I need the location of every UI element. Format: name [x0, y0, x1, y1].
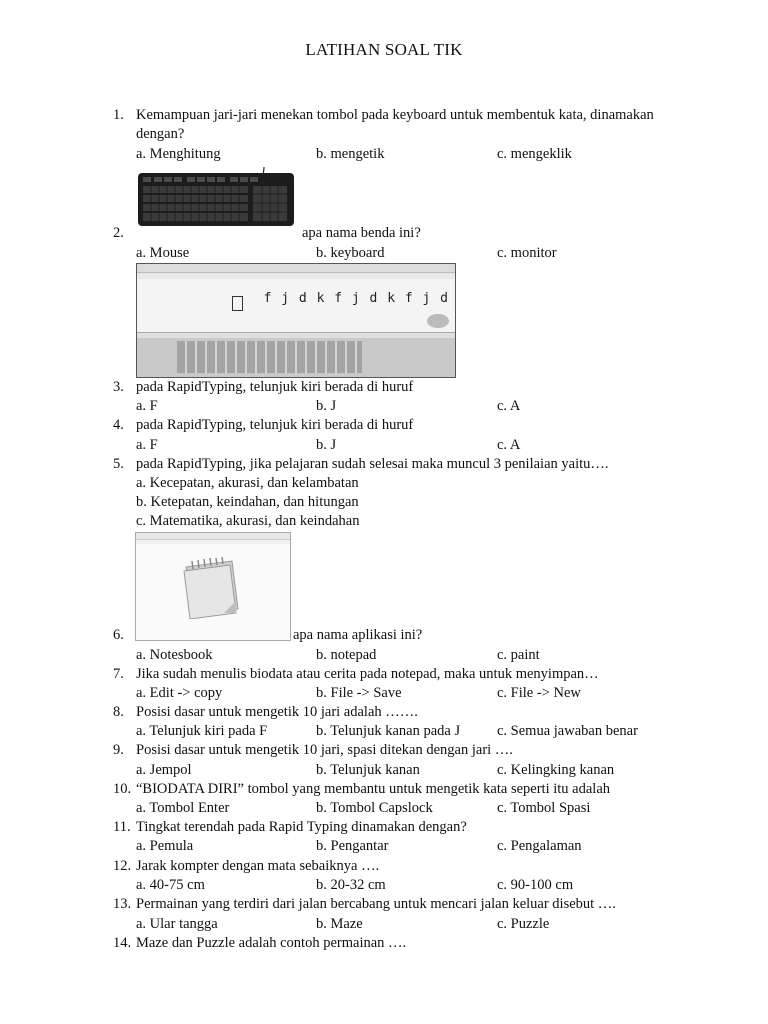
question-9-option-c: c. Kelingking kanan	[497, 762, 615, 778]
question-6-text: apa nama aplikasi ini?	[293, 627, 423, 643]
rapidtyping-decoration	[427, 314, 449, 328]
question-5-number: 5.	[113, 456, 124, 472]
question-3-option-b: b. J	[316, 398, 337, 414]
question-4-text: pada RapidTyping, telunjuk kiri berada di huruf	[136, 417, 414, 433]
keyboard-image	[137, 167, 295, 227]
rapidtyping-screenshot	[136, 263, 456, 378]
question-4-option-c: c. A	[497, 437, 521, 453]
question-5-option-c: c. Matematika, akurasi, dan keindahan	[136, 513, 360, 529]
question-9-option-a: a. Jempol	[136, 762, 192, 778]
question-11-option-b: b. Pengantar	[316, 838, 389, 854]
question-10-option-a: a. Tombol Enter	[136, 800, 230, 816]
question-7-option-b: b. File -> Save	[316, 685, 402, 701]
question-3-option-c: c. A	[497, 398, 521, 414]
question-13-text: Permainan yang terdiri dari jalan bercabang untuk mencari jalan keluar disebut ….	[136, 896, 616, 912]
question-1-option-c: c. mengeklik	[497, 146, 572, 162]
question-11-number: 11.	[113, 819, 131, 835]
question-5-option-a: a. Kecepatan, akurasi, dan kelambatan	[136, 475, 359, 491]
question-10-option-c: c. Tombol Spasi	[497, 800, 591, 816]
question-1-number: 1.	[113, 107, 124, 123]
question-3-number: 3.	[113, 379, 124, 395]
rapidtyping-keyboard-area	[137, 338, 455, 377]
question-3-option-a: a. F	[136, 398, 158, 414]
question-7-number: 7.	[113, 666, 124, 682]
question-1-option-b: b. mengetik	[316, 146, 385, 162]
question-13-option-b: b. Maze	[316, 916, 363, 932]
question-5-option-b: b. Ketepatan, keindahan, dan hitungan	[136, 494, 359, 510]
question-8-option-c: c. Semua jawaban benar	[497, 723, 638, 739]
notepad-icon	[178, 557, 244, 619]
rapidtyping-titlebar	[137, 264, 455, 273]
rapidtyping-letters: f j d k f j d k f j d	[263, 291, 449, 306]
question-10-text: “BIODATA DIRI” tombol yang membantu untuk mengetik kata seperti itu adalah	[136, 781, 611, 797]
question-8-option-b: b. Telunjuk kanan pada J	[316, 723, 461, 739]
question-8-text: Posisi dasar untuk mengetik 10 jari adalah …….	[136, 704, 418, 720]
question-4-number: 4.	[113, 417, 124, 433]
question-2-option-c: c. monitor	[497, 245, 557, 261]
question-9-option-b: b. Telunjuk kanan	[316, 762, 420, 778]
question-2-number: 2.	[113, 225, 124, 241]
rapidtyping-virtual-keyboard	[177, 341, 362, 373]
question-7-text: Jika sudah menulis biodata atau cerita pada notepad, maka untuk menyimpan…	[136, 666, 599, 682]
question-6-option-a: a. Notesbook	[136, 647, 213, 663]
question-11-text: Tingkat terendah pada Rapid Typing dinamakan dengan?	[136, 819, 467, 835]
question-12-option-a: a. 40-75 cm	[136, 877, 205, 893]
question-6-number: 6.	[113, 627, 124, 643]
question-14-text: Maze dan Puzzle adalah contoh permainan ….	[136, 935, 407, 951]
question-2-option-a: a. Mouse	[136, 245, 190, 261]
question-8-number: 8.	[113, 704, 124, 720]
question-1-text-cont: dengan?	[136, 126, 185, 142]
question-14-number: 14.	[113, 935, 132, 951]
question-1-option-a: a. Menghitung	[136, 146, 221, 162]
question-6-option-b: b. notepad	[316, 647, 377, 663]
question-8-option-a: a. Telunjuk kiri pada F	[136, 723, 268, 739]
question-11-option-a: a. Pemula	[136, 838, 194, 854]
question-12-option-b: b. 20-32 cm	[316, 877, 386, 893]
rapidtyping-cursor	[232, 296, 243, 311]
question-2-option-b: b. keyboard	[316, 245, 385, 261]
question-2-text: apa nama benda ini?	[302, 225, 421, 241]
question-12-option-c: c. 90-100 cm	[497, 877, 574, 893]
question-12-text: Jarak kompter dengan mata sebaiknya ….	[136, 858, 380, 874]
question-9-text: Posisi dasar untuk mengetik 10 jari, spasi ditekan dengan jari ….	[136, 742, 513, 758]
question-5-text: pada RapidTyping, jika pelajaran sudah selesai maka muncul 3 penilaian yaitu….	[136, 456, 609, 472]
question-1-text: Kemampuan jari-jari menekan tombol pada keyboard untuk membentuk kata, dinamakan	[136, 107, 654, 123]
rapidtyping-toolbar	[137, 273, 455, 279]
question-9-number: 9.	[113, 742, 124, 758]
question-4-option-a: a. F	[136, 437, 158, 453]
question-13-option-a: a. Ular tangga	[136, 916, 218, 932]
notepad-menubar	[136, 540, 290, 544]
question-12-number: 12.	[113, 858, 132, 874]
question-10-number: 10.	[113, 781, 132, 797]
question-7-option-c: c. File -> New	[497, 685, 581, 701]
notepad-titlebar	[136, 533, 290, 540]
page-title: LATIHAN SOAL TIK	[305, 40, 463, 59]
question-7-option-a: a. Edit -> copy	[136, 685, 223, 701]
question-4-option-b: b. J	[316, 437, 337, 453]
question-10-option-b: b. Tombol Capslock	[316, 800, 433, 816]
notepad-screenshot	[135, 532, 291, 641]
question-13-option-c: c. Puzzle	[497, 916, 550, 932]
question-13-number: 13.	[113, 896, 132, 912]
question-11-option-c: c. Pengalaman	[497, 838, 582, 854]
question-6-option-c: c. paint	[497, 647, 540, 663]
question-3-text: pada RapidTyping, telunjuk kiri berada di huruf	[136, 379, 414, 395]
